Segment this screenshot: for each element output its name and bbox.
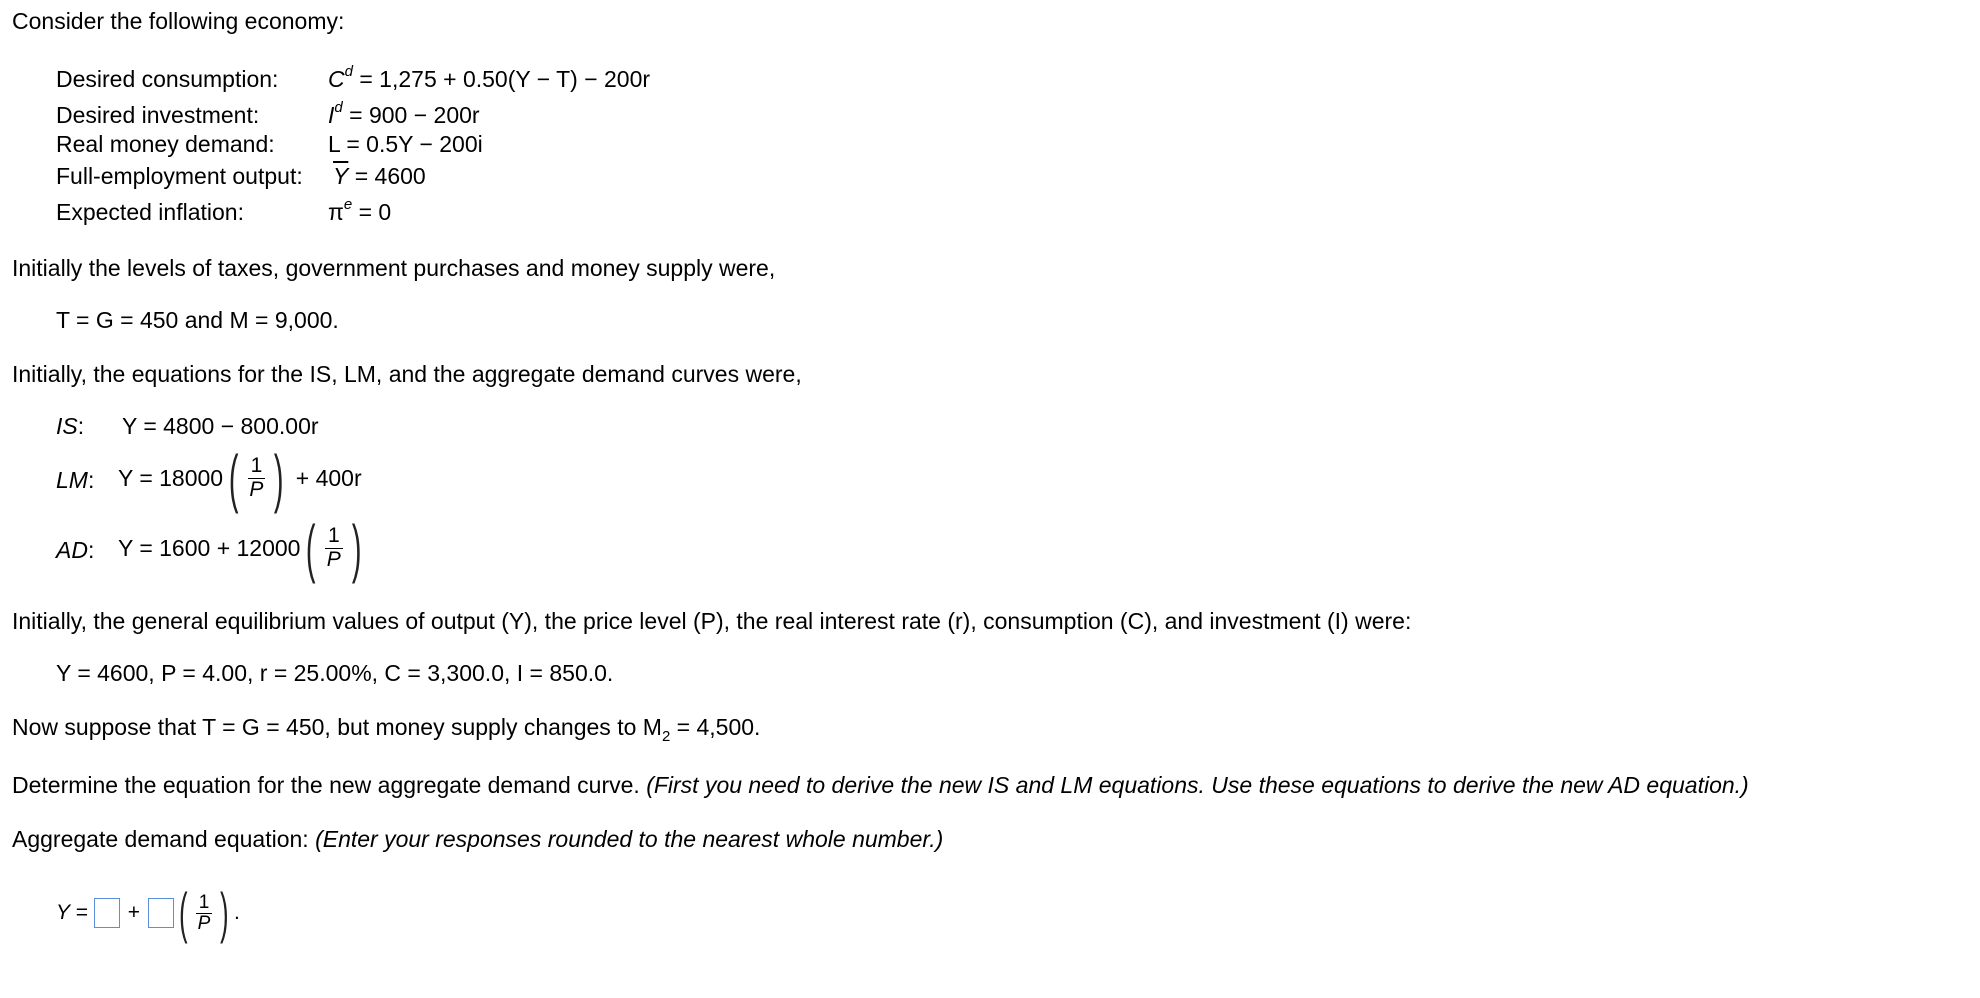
right-paren: ) xyxy=(220,881,229,944)
def-eq-consumption: $C^d = 1,275 + 0.50(Y - T) - 200r$ xyxy=(328,63,651,92)
lm-label: LM: xyxy=(56,467,95,493)
determine-text: Determine the equation for the new aggregate demand curve. (First you need to derive the new IS and LM equations. Use these equations to derive the new AD equation.) xyxy=(12,772,1749,798)
def-label-money-demand: Real money demand: xyxy=(56,131,275,157)
ad-prompt: Aggregate demand equation: (Enter your responses rounded to the nearest whole number.) xyxy=(12,826,944,852)
def-eq-expected-inflation: $\pi^e = 0$ xyxy=(328,196,392,225)
now-suppose-text: Now suppose that T = G = 450, but money supply changes to $M_2 = 4,500$. xyxy=(12,714,761,745)
lm-equation: Y = 18000 ( $\frac{1}{P}$ ) + 400r xyxy=(118,442,362,514)
initial-levels-eq: T = G = 450 and M = 9,000. xyxy=(56,307,339,333)
answer-lhs: Y = xyxy=(56,901,88,924)
ad-equation: Y = 1600 + 12000 ( $\frac{1}{P}$ ) xyxy=(118,512,362,584)
right-paren: ) xyxy=(351,512,362,584)
right-paren: ) xyxy=(274,442,284,514)
curves-text: Initially, the equations for the IS, LM, and the aggregate demand curves were, xyxy=(12,361,802,387)
is-equation: Y = 4800 − 800.00r xyxy=(122,413,319,439)
def-eq-investment: $I^d = 900 - 200r$ xyxy=(328,99,480,128)
ad-label: AD: xyxy=(56,537,95,563)
initial-levels-text: Initially the levels of taxes, government purchases and money supply were, xyxy=(12,255,776,281)
left-paren: ( xyxy=(179,881,188,944)
def-label-investment: Desired investment: xyxy=(56,102,260,128)
def-label-consumption: Desired consumption: xyxy=(56,66,279,92)
answer-plus: + xyxy=(127,901,140,924)
answer-input-coefficient[interactable] xyxy=(148,898,174,928)
intro-text: Consider the following economy: xyxy=(12,8,345,34)
lm-fraction: $\frac{1}{P}$ xyxy=(249,454,264,501)
answer-input-intercept[interactable] xyxy=(94,898,120,928)
ad-fraction: $\frac{1}{P}$ xyxy=(326,524,341,571)
answer-fraction: $\frac{1}{P}$ xyxy=(197,891,211,934)
left-paren: ( xyxy=(306,512,316,584)
def-eq-money-demand: L = 0.5Y − 200i xyxy=(328,131,483,157)
equilibrium-text: Initially, the general equilibrium values of output (Y), the price level (P), the real interest rate (r), consumption (C), and investment (I) were: xyxy=(12,608,1412,634)
answer-row xyxy=(56,878,240,948)
def-label-full-employment: Full-employment output: xyxy=(56,163,303,189)
def-label-expected-inflation: Expected inflation: xyxy=(56,199,244,225)
answer-period: . xyxy=(234,901,240,924)
def-eq-full-employment: $\overline{Y} = 4600$ xyxy=(333,163,426,189)
left-paren: ( xyxy=(228,442,239,514)
is-label: IS: xyxy=(56,413,85,439)
equilibrium-values: Y = 4600, P = 4.00, r = 25.00%, C = 3,300.0, I = 850.0. xyxy=(56,660,614,686)
